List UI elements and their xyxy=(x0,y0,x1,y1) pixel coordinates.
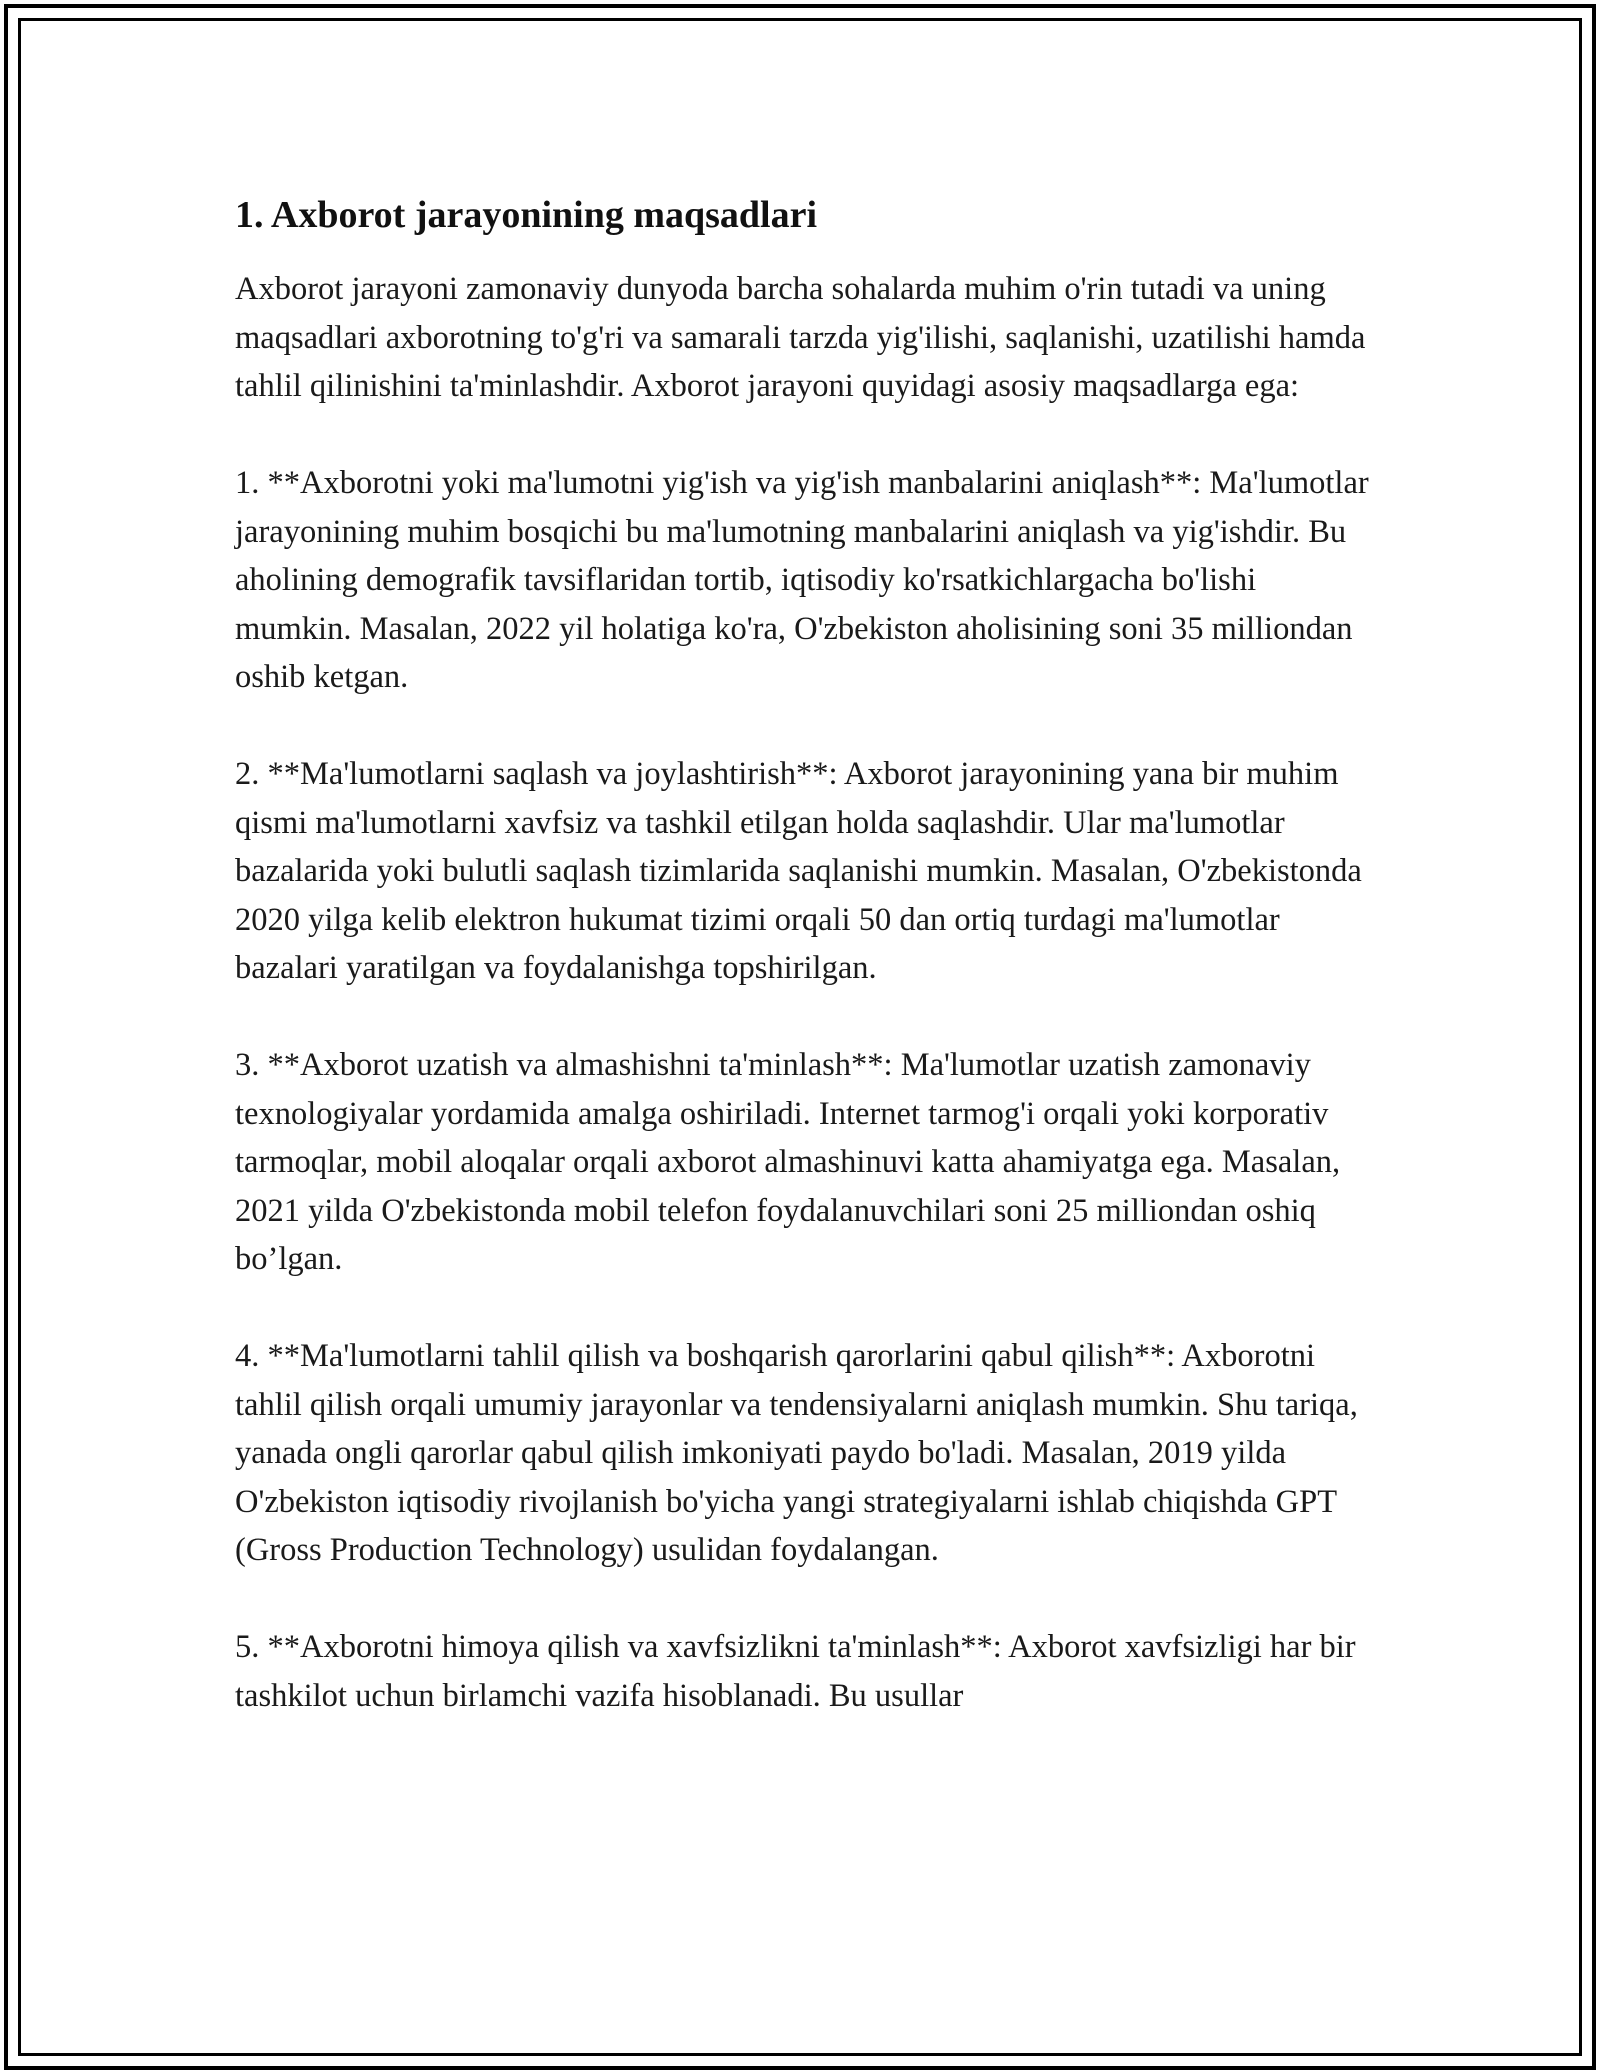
intro-paragraph: Axborot jarayoni zamonaviy dunyoda barcha sohalarda muhim o'rin tutadi va uning maqsadlari axborotning to'g'ri va samarali tarzda yig'ilishi, saqlanishi, uzatilishi hamda tahlil qilinishini ta'minlashdir. Axborot jarayoni quyidagi asosiy maqsadlarga ega: xyxy=(235,271,1366,404)
list-item-5: 5. **Axborotni himoya qilish va xavfsizlikni ta'minlash**: Axborot xavfsizligi har bir tashkilot uchun birlamchi vazifa hisoblanadi. Bu usullar xyxy=(235,1629,1356,1714)
document-body xyxy=(235,185,1375,1769)
list-item-3: 3. **Axborot uzatish va almashishni ta'minlash**: Ma'lumotlar uzatish zamonaviy texnologiyalar yordamida amalga oshiriladi. Internet tarmog'i orqali yoki korporativ tarmoqlar, mobil aloqalar orqali axborot almashinuvi katta ahamiyatga ega. Masalan, 2021 yilda O'zbekistonda mobil telefon foydalanuvchilari soni 25 milliondan oshiq bo’lgan. xyxy=(235,1047,1341,1277)
list-item-2: 2. **Ma'lumotlarni saqlash va joylashtirish**: Axborot jarayonining yana bir muhim qismi ma'lumotlarni xavfsiz va tashkil etilgan holda saqlashdir. Ular ma'lumotlar bazalarida yoki bulutli saqlash tizimlarida saqlanishi mumkin. Masalan, O'zbekistonda 2020 yilga kelib elektron hukumat tizimi orqali 50 dan ortiq turdagi ma'lumotlar bazalari yaratilgan va foydalanishga topshirilgan. xyxy=(235,756,1362,986)
section-heading: 1. Axborot jarayonining maqsadlari xyxy=(235,194,818,236)
list-item-4: 4. **Ma'lumotlarni tahlil qilish va boshqarish qarorlarini qabul qilish**: Axborotni tahlil qilish orqali umumiy jarayonlar va tendensiyalarni aniqlash mumkin. Shu tariqa, yanada ongli qarorlar qabul qilish imkoniyati paydo bo'ladi. Masalan, 2019 yilda O'zbekiston iqtisodiy rivojlanish bo'yicha yangi strategiyalarni ishlab chiqishda GPT (Gross Production Technology) usulidan foydalangan. xyxy=(235,1338,1358,1568)
list-item-1: 1. **Axborotni yoki ma'lumotni yig'ish va yig'ish manbalarini aniqlash**: Ma'lumotlar jarayonining muhim bosqichi bu ma'lumotning manbalarini aniqlash va yig'ishdir. Bu aholining demografik tavsiflaridan tortib, iqtisodiy ko'rsatkichlargacha bo'lishi mumkin. Masalan, 2022 yil holatiga ko'ra, O'zbekiston aholisining soni 35 milliondan oshib ketgan. xyxy=(235,465,1369,695)
